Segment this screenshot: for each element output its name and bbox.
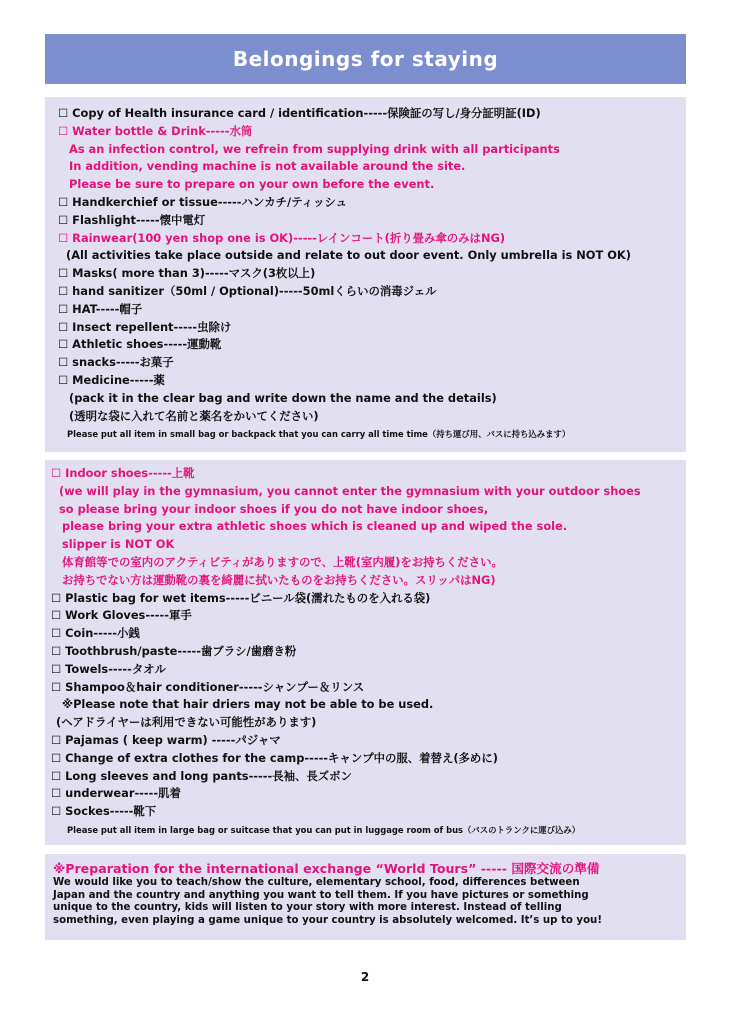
- checklist-item: ☐ Change of extra clothes for the camp-----キャンプ中の服、着替え(多めに): [51, 750, 498, 765]
- exchange-section: [45, 854, 686, 940]
- item-detail-line: In addition, vending machine is not available around the site.: [69, 159, 466, 174]
- exchange-line: Japan and the country and anything you want to tell them. If you have pictures or something: [53, 889, 589, 901]
- overnight-items-section: [45, 460, 686, 845]
- checklist-item: ☐ Flashlight-----懐中電灯: [58, 212, 206, 227]
- checklist-item: ☐ Rainwear(100 yen shop one is OK)-----レインコート(折り畳み傘のみはNG): [58, 230, 506, 245]
- belongings-list-section: [45, 97, 686, 452]
- item-detail-line: Please be sure to prepare on your own before the event.: [69, 177, 435, 192]
- checklist-item: ☐ snacks-----お菓子: [58, 355, 174, 370]
- checklist-item: ☐ Athletic shoes-----運動靴: [58, 337, 222, 352]
- item-detail-line: 体育館等での室内のアクティビティがありますので、上靴(室内履)をお持ちください。: [62, 554, 503, 569]
- checklist-item: ☐ Water bottle & Drink-----水筒: [58, 123, 253, 138]
- item-detail-line: ※Please note that hair driers may not be able to be used.: [62, 697, 434, 712]
- large-bag-note: Please put all item in large bag or suitcase that you can put in luggage room of bus（バスのトランクに運び込み）: [67, 824, 581, 835]
- checklist-item: ☐ Work Gloves-----軍手: [51, 608, 192, 623]
- item-detail-line: so please bring your indoor shoes if you do not have indoor shoes,: [59, 501, 489, 516]
- checklist-item: ☐ Medicine-----薬: [58, 372, 165, 387]
- item-detail-line: (ヘアドライヤーは利用できない可能性があります): [56, 715, 317, 730]
- item-detail-line: お持ちでない方は運動靴の裏を綺麗に拭いたものをお持ちください。スリッパはNG): [62, 572, 496, 587]
- checklist-item: ☐ Masks( more than 3)-----マスク(3枚以上): [58, 266, 316, 281]
- checklist-item: ☐ Insect repellent-----虫除け: [58, 319, 232, 334]
- checklist-item: ☐ Pajamas ( keep warm) -----パジャマ: [51, 732, 281, 747]
- checklist-item: ☐ HAT-----帽子: [58, 301, 143, 316]
- overnight-items-list: [51, 465, 676, 821]
- page-number: 2: [360, 970, 370, 984]
- checklist-item: ☐ Long sleeves and long pants-----長袖、長ズボン: [51, 768, 352, 783]
- belongings-list: [58, 105, 676, 425]
- small-bag-note: Please put all item in small bag or backpack that you can carry all time time（持ち運び用、バスに持ち込みます）: [67, 429, 571, 440]
- item-detail-line: (All activities take place outside and relate to out door event. Only umbrella is NOT OK): [66, 248, 631, 263]
- checklist-item: ☐ Sockes-----靴下: [51, 804, 157, 819]
- checklist-item: ☐ Handkerchief or tissue-----ハンカチ/ティッシュ: [58, 194, 348, 209]
- exchange-line: unique to the country, kids will listen to your story with more interest. Instead of telling: [53, 902, 562, 914]
- item-detail-line: please bring your extra athletic shoes which is cleaned up and wiped the sole.: [62, 519, 568, 534]
- checklist-item: ☐ Shampoo＆hair conditioner-----シャンプー＆リンス: [51, 679, 365, 694]
- exchange-heading: ※Preparation for the international exchange “World Tours” ----- 国際交流の準備: [53, 861, 600, 876]
- item-detail-line: (we will play in the gymnasium, you cannot enter the gymnasium with your outdoor shoes: [59, 483, 641, 498]
- exchange-line: We would like you to teach/show the culture, elementary school, food, differences between: [53, 877, 580, 888]
- title-banner: [45, 34, 686, 84]
- checklist-item: ☐ hand sanitizer（50ml / Optional)-----50mlくらいの消毒ジェル: [58, 283, 437, 298]
- item-detail-line: (透明な袋に入れて名前と薬名をかいてください): [69, 408, 319, 423]
- item-detail-line: (pack it in the clear bag and write down the name and the details): [69, 390, 497, 405]
- checklist-item: ☐ Indoor shoes-----上靴: [51, 466, 195, 480]
- checklist-item: ☐ underwear-----肌着: [51, 786, 181, 801]
- checklist-item: ☐ Coin-----小銭: [51, 626, 140, 641]
- checklist-item: ☐ Towels-----タオル: [51, 661, 167, 676]
- page-title: Belongings for staying: [232, 47, 499, 71]
- checklist-item: ☐ Plastic bag for wet items-----ビニール袋(濡れたものを入れる袋): [51, 590, 431, 605]
- checklist-item: ☐ Toothbrush/paste-----歯ブラシ/歯磨き粉: [51, 643, 297, 658]
- item-detail-line: slipper is NOT OK: [62, 537, 175, 552]
- exchange-line: something, even playing a game unique to your country is absolutely welcomed. It’s up to you!: [53, 914, 602, 926]
- checklist-item: ☐ Copy of Health insurance card / identification-----保険証の写し/身分証明証(ID): [58, 106, 541, 120]
- item-detail-line: As an infection control, we refrein from supplying drink with all participants: [69, 141, 560, 156]
